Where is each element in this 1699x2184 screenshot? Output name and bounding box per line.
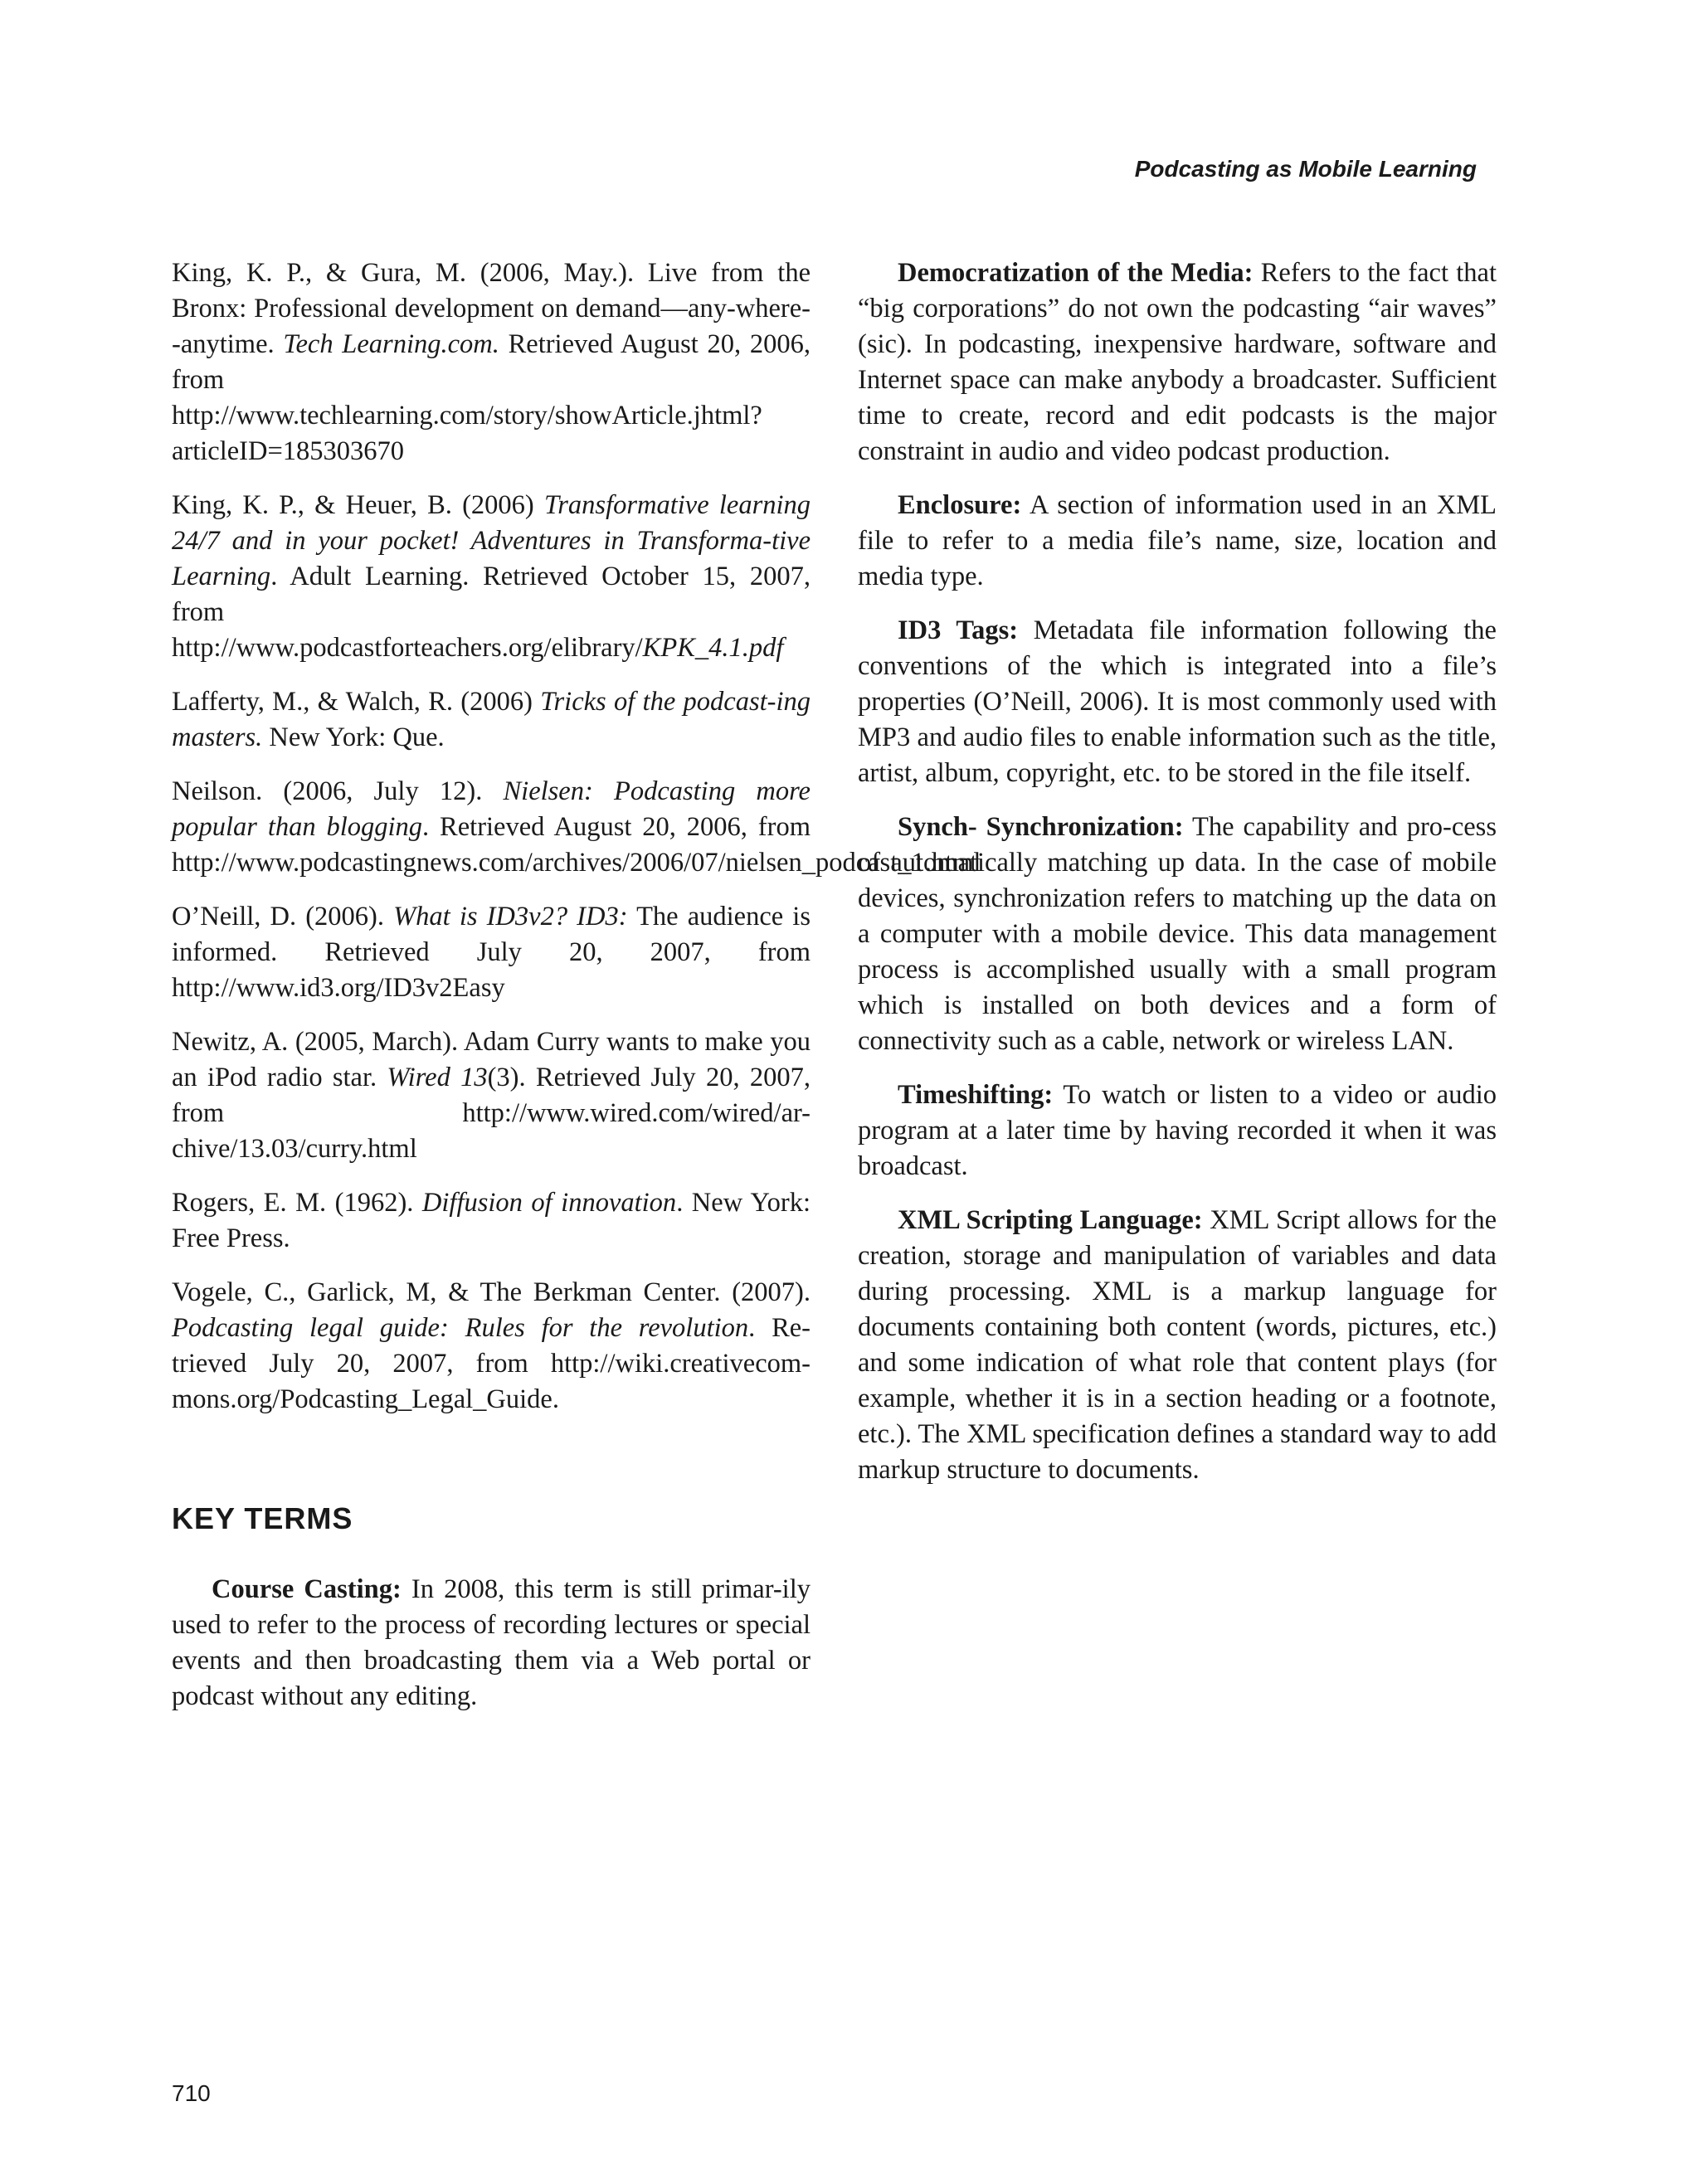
reference-entry (172, 1275, 811, 1418)
ref-italic: KPK_4.1.pdf (642, 633, 784, 663)
ref-text: Retrieved August 20, 2006, from http://www.techlearning.com/story/showArticle.jhtml?articleID=185303670 (172, 329, 811, 466)
ref-text: Newitz, A. (2005, March). Adam Curry wants to make you an iPod radio star. (172, 1027, 811, 1092)
ref-text: . Retrieved August 20, 2006, from http://www.podcastingnews.com/archives/2006/07/nielsen_podcast_1.html (172, 812, 981, 878)
key-term-entry (858, 488, 1497, 595)
term-definition: A section of information used in an XML file to refer to a media file’s name, size, location and media type. (858, 490, 1497, 591)
ref-text: New York: Que. (262, 722, 445, 752)
term-definition: Refers to the fact that “big corporations” do not own the podcasting “air waves” (sic). In podcasting, inexpensive hardware, software and Internet space can make anybody a broadcaster. Sufficient time to create, record and edit podcasts is the major constraint in audio and video podcast production. (858, 258, 1497, 466)
ref-text: . New York: Free Press. (172, 1188, 811, 1253)
ref-italic: Tech Learning.com. (283, 329, 499, 359)
term-definition: XML Script allows for the creation, storage and manipulation of variables and data during processing. XML is a markup language for documents containing both content (words, pictures, etc.) and some indication of what role that content plays (for example, whether it is in a section heading or a footnote, etc.). The XML specification defines a standard way to add markup structure to documents. (858, 1205, 1497, 1485)
ref-italic: Diffusion of innovation (421, 1188, 677, 1218)
running-title: Podcasting as Mobile Learning (1134, 156, 1477, 182)
ref-text: . Adult Learning. Retrieved October 15, 2007, from http://www.podcastforteachers.org/elibrary/ (172, 562, 811, 663)
term-definition: Metadata file information following the conventions of the which is integrated into a file’s properties (O’Neill, 2006). It is most commonly used with MP3 and audio files to enable information such as the title, artist, album, copyright, etc. to be stored in the file itself. (858, 615, 1497, 788)
key-term-entry (858, 255, 1497, 469)
right-column (858, 255, 1497, 1506)
ref-text: The audience is informed. Retrieved July 20, 2007, from http://www.id3.org/ID3v2Easy (172, 902, 811, 1003)
key-term-entry (172, 1572, 811, 1715)
ref-text: (3). Retrieved July 20, 2007, from http://www.wired.com/wired/ar-chive/13.03/curry.html (172, 1063, 811, 1164)
key-term-entry (858, 1203, 1497, 1488)
term-name: XML Scripting Language: (898, 1205, 1203, 1235)
ref-italic: Podcasting legal guide: Rules for the revolution (172, 1313, 749, 1343)
term-name: Synch- Synchronization: (898, 812, 1184, 842)
ref-text: Neilson. (2006, July 12). (172, 776, 504, 806)
ref-text: King, K. P., & Heuer, B. (2006) (172, 490, 544, 520)
ref-italic: What is ID3v2? ID3: (393, 902, 628, 931)
reference-entry (172, 1185, 811, 1257)
term-definition: The capability and pro-cess of automatically matching up data. In the case of mobile devices, synchronization refers to matching up the data on a computer with a mobile device. This data management process is accomplished usually with a small program which is installed on both devices and a form of connectivity such as a cable, network or wireless LAN. (858, 812, 1497, 1056)
ref-text: King, K. P., & Gura, M. (2006, May.). Live from the Bronx: Professional development on demand—any-where--anytime. (172, 258, 811, 359)
term-definition: In 2008, this term is still primar-ily used to refer to the process of recording lectures or special events and then broadcasting them via a Web portal or podcast without any editing. (172, 1574, 811, 1711)
key-terms-heading: KEY TERMS (172, 1501, 353, 1535)
term-name: Democratization of the Media: (898, 258, 1254, 288)
reference-entry (172, 899, 811, 1006)
ref-italic: Wired 13 (387, 1063, 488, 1092)
key-term-entry (858, 613, 1497, 791)
ref-italic: Transformative learning 24/7 and in your pocket! Adventures in Transforma-tive Learning (172, 490, 811, 591)
key-term-entry (858, 1077, 1497, 1184)
ref-text: O’Neill, D. (2006). (172, 902, 394, 931)
ref-text: Rogers, E. M. (1962). (172, 1188, 422, 1218)
term-name: Enclosure: (898, 490, 1022, 520)
ref-text: Lafferty, M., & Walch, R. (2006) (172, 687, 541, 717)
reference-entry (172, 774, 981, 881)
term-definition: To watch or listen to a video or audio program at a later time by having recorded it when it was broadcast. (858, 1080, 1497, 1181)
term-name: Timeshifting: (898, 1080, 1054, 1110)
page-number: 710 (172, 2080, 211, 2106)
reference-entry (172, 1024, 811, 1167)
ref-italic: Tricks of the podcast-ing masters. (172, 687, 811, 752)
term-name: ID3 Tags: (898, 615, 1019, 645)
ref-text: Vogele, C., Garlick, M, & The Berkman Center. (2007). (172, 1277, 811, 1307)
reference-entry (172, 684, 811, 756)
reference-entry (172, 255, 811, 469)
ref-italic: Nielsen: Podcasting more popular than blogging (172, 776, 811, 842)
key-term-entry (858, 810, 1497, 1059)
ref-text: . Re-trieved July 20, 2007, from http://wiki.creativecom-mons.org/Podcasting_Legal_Guide. (172, 1313, 811, 1414)
term-name: Course Casting: (212, 1574, 402, 1604)
reference-entry (172, 488, 811, 666)
